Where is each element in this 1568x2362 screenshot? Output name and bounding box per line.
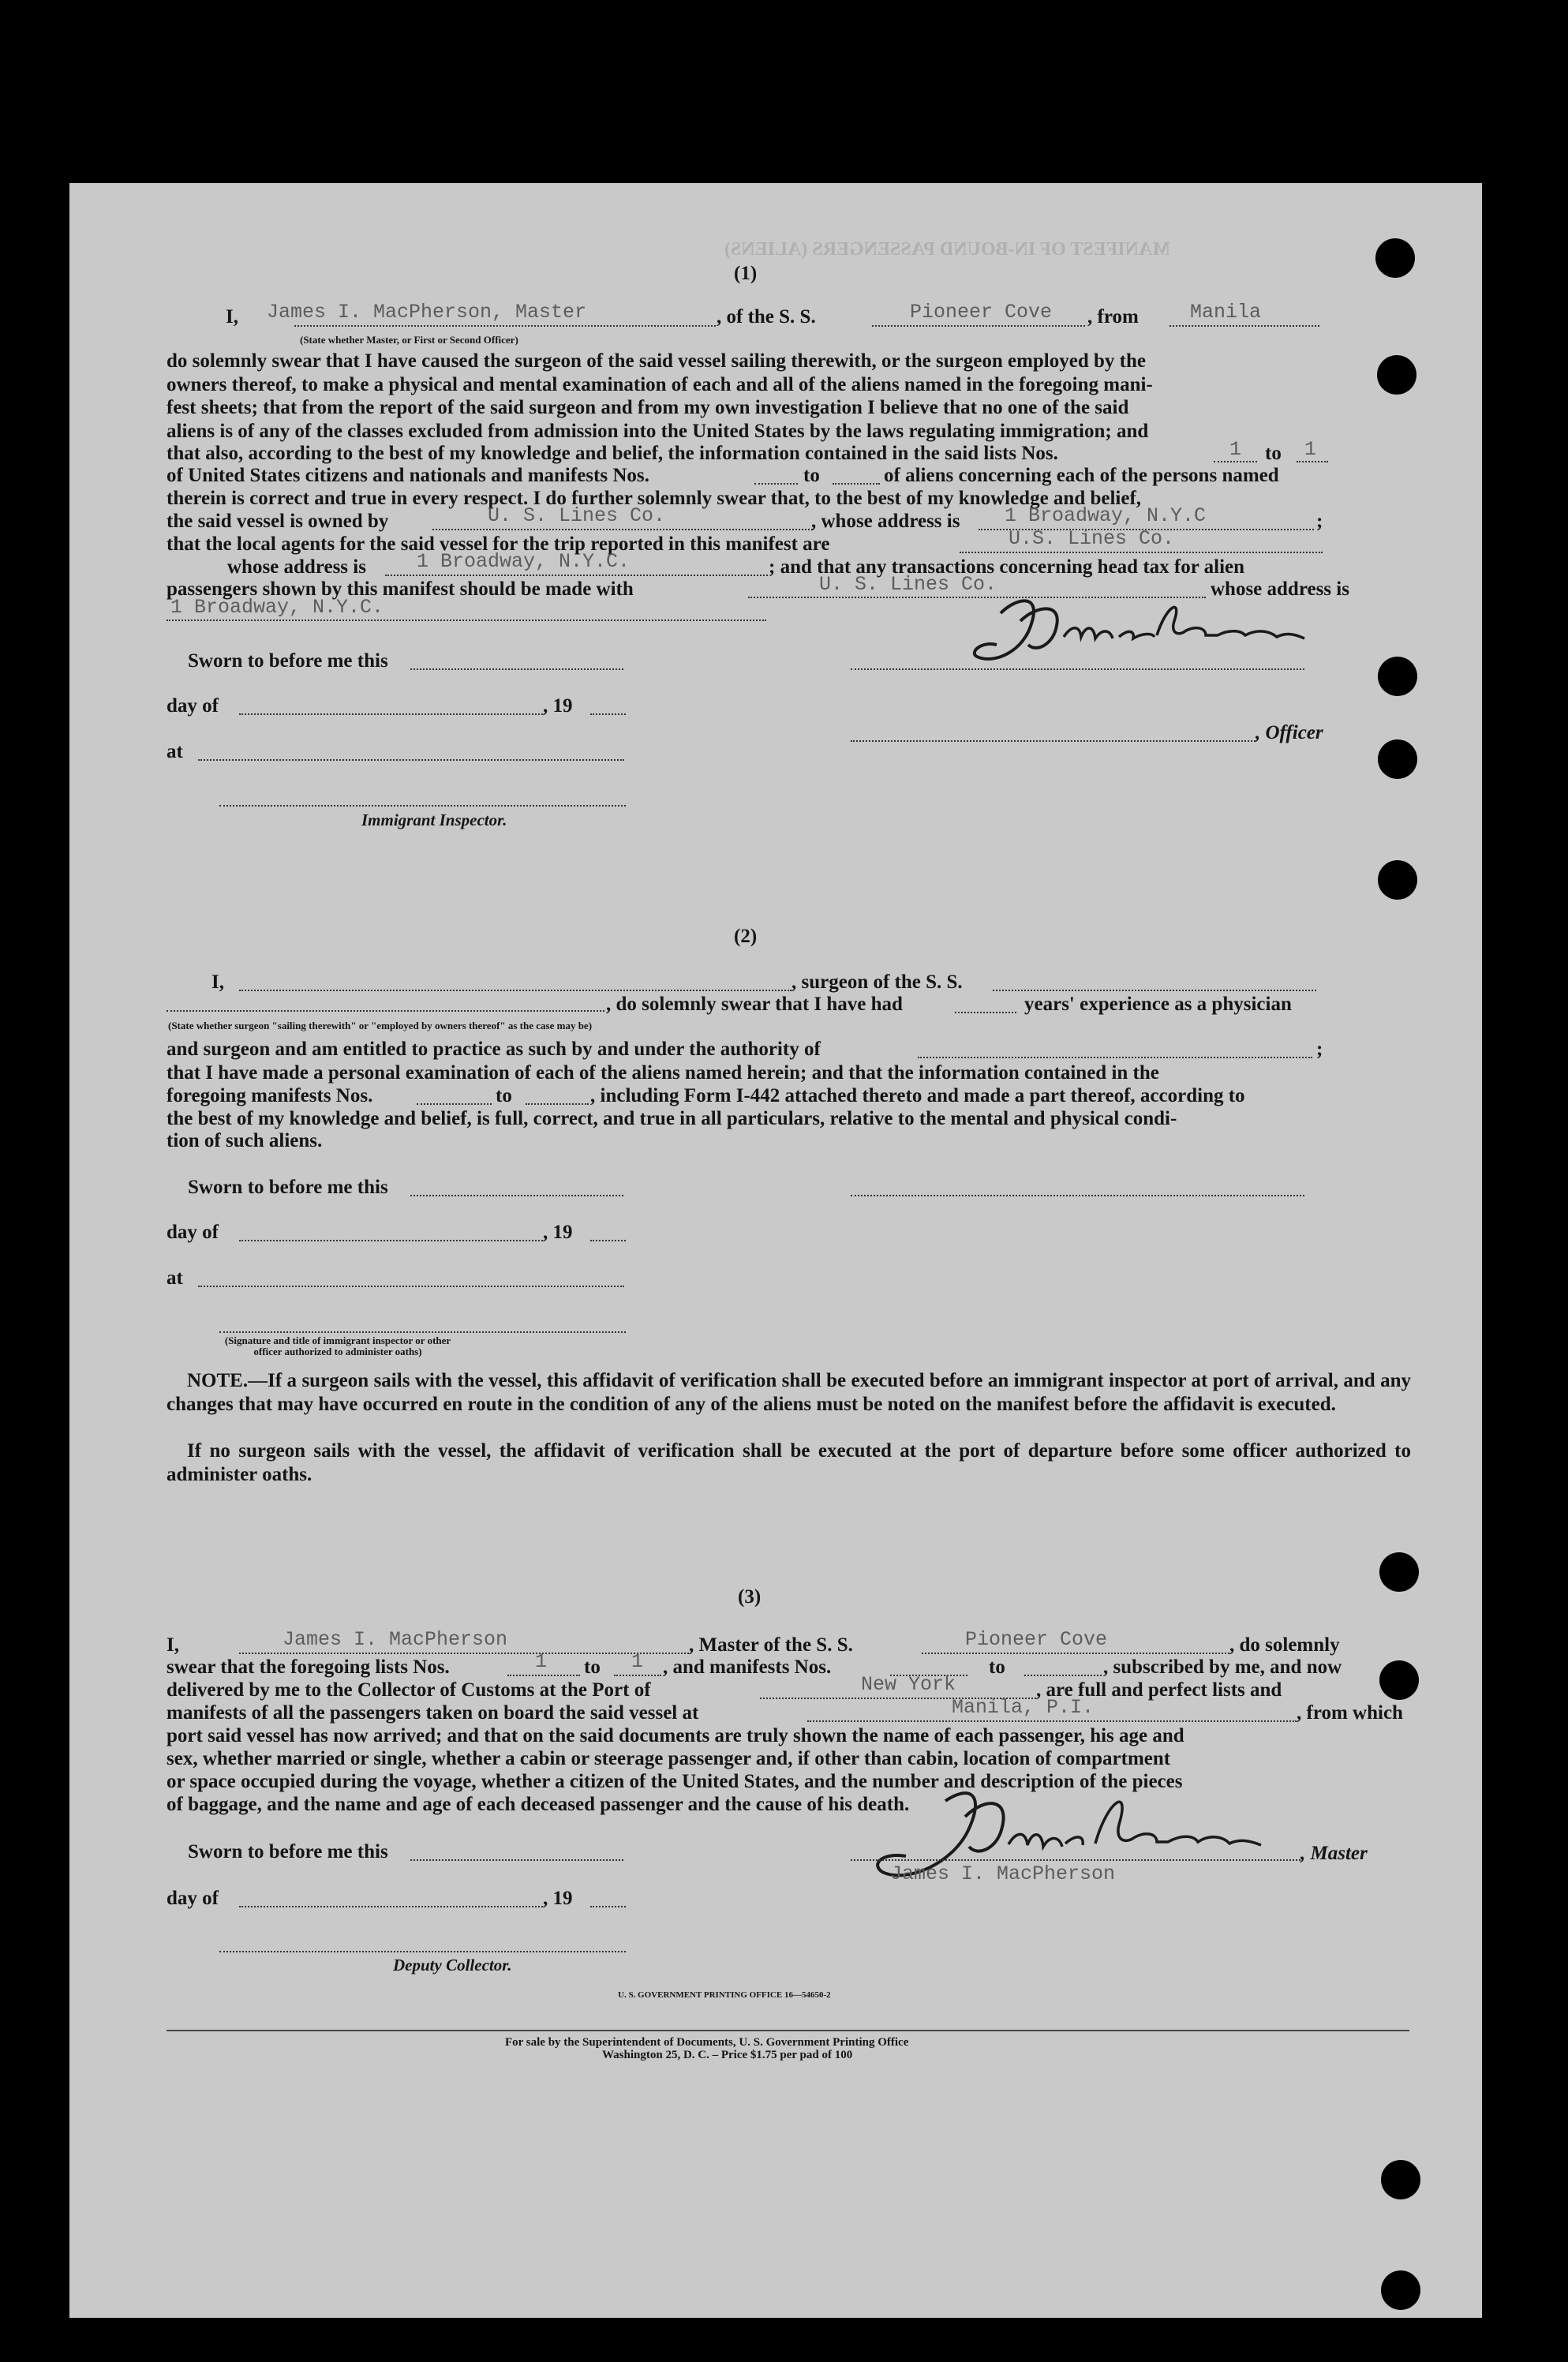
label: swear that the foregoing lists Nos. bbox=[167, 1656, 450, 1678]
label: , do solemnly bbox=[1229, 1634, 1340, 1656]
port-from: Manila bbox=[1190, 301, 1262, 324]
at-line bbox=[198, 1286, 624, 1287]
body-line: the best of my knowledge and belief, is full, correct, and true in all particulars, relative to the mental and physical condi- bbox=[167, 1108, 1177, 1129]
day-line bbox=[239, 1240, 543, 1241]
list-from: 1 bbox=[1229, 438, 1242, 461]
body-line: tion of such aliens. bbox=[167, 1130, 323, 1151]
list-from-line bbox=[1214, 461, 1257, 462]
label: , surgeon of the S. S. bbox=[791, 971, 963, 993]
label: , 19 bbox=[543, 695, 573, 717]
label: years' experience as a physician bbox=[1024, 994, 1292, 1015]
state-note: (State whether Master, or First or Second Officer) bbox=[300, 334, 518, 346]
label: , 19 bbox=[543, 1222, 573, 1243]
label: , of the S. S. bbox=[717, 306, 816, 328]
list-to-line bbox=[614, 1675, 661, 1676]
agents-line bbox=[960, 552, 1323, 553]
port-of: New York bbox=[861, 1673, 956, 1696]
punch-hole bbox=[1377, 355, 1416, 395]
list-to: 1 bbox=[631, 1650, 644, 1673]
list-to: 1 bbox=[1304, 438, 1317, 461]
body-line: and surgeon and am entitled to practice as such by and under the authority of bbox=[167, 1039, 821, 1060]
label: day of bbox=[167, 1888, 219, 1909]
label: at bbox=[167, 741, 183, 762]
manifest-to-line bbox=[526, 1103, 589, 1105]
punch-hole bbox=[1379, 1660, 1419, 1700]
master-name: James I. MacPherson, Master bbox=[267, 301, 587, 324]
label: whose address is bbox=[1211, 578, 1349, 600]
punch-hole bbox=[1379, 1552, 1419, 1592]
punch-hole bbox=[1378, 739, 1417, 779]
footer-2: Washington 25, D. C. – Price $1.75 per pad of 100 bbox=[602, 2049, 853, 2061]
body-line: of baggage, and the name and age of each deceased passenger and the cause of his death. bbox=[167, 1794, 910, 1815]
body-line: sex, whether married or single, whether a cabin or steerage passenger and, if other than cabin, location of compartment bbox=[167, 1748, 1171, 1769]
body-line: do solemnly swear that I have caused the surgeon of the said vessel sailing therewith, or the surgeon employed by the bbox=[167, 350, 1146, 372]
label: day of bbox=[167, 695, 219, 717]
body-line: that also, according to the best of my knowledge and belief, the information contained in the said lists Nos. bbox=[167, 443, 1058, 464]
body-line: that the local agents for the said vessel for the trip reported in this manifest are bbox=[167, 533, 830, 555]
label: Sworn to before me this bbox=[188, 650, 388, 672]
agents: U.S. Lines Co. bbox=[1009, 527, 1175, 550]
label: , 19 bbox=[543, 1888, 573, 1909]
section-number: (3) bbox=[738, 1586, 762, 1608]
master-signature-line bbox=[851, 1859, 1300, 1861]
master-line bbox=[239, 1653, 689, 1654]
label: delivered by me to the Collector of Customs at the Port of bbox=[167, 1679, 651, 1701]
label: to bbox=[584, 1656, 601, 1678]
owner-address: 1 Broadway, N.Y.C bbox=[1005, 504, 1207, 527]
surgeon-name-line bbox=[239, 990, 791, 991]
surgeon-signature-line bbox=[851, 1195, 1304, 1196]
label: to bbox=[496, 1085, 512, 1106]
state-note: (State whether surgeon "sailing therewith" or "employed by owners thereof" as the case may be) bbox=[168, 1020, 593, 1031]
body-line: foregoing manifests Nos. bbox=[167, 1085, 373, 1106]
from-line bbox=[1169, 325, 1319, 327]
label: I, bbox=[211, 971, 224, 993]
label: , are full and perfect lists and bbox=[1036, 1679, 1282, 1701]
label: ; bbox=[1316, 511, 1323, 532]
surgeon-status-line bbox=[167, 1010, 604, 1012]
head-tax-address: 1 Broadway, N.Y.C. bbox=[170, 596, 384, 619]
footer-1: For sale by the Superintendent of Documents, U. S. Government Printing Office bbox=[505, 2036, 909, 2049]
label: to bbox=[1265, 443, 1282, 464]
punch-hole bbox=[1378, 860, 1417, 900]
body-line: of United States citizens and nationals and manifests Nos. bbox=[167, 465, 649, 486]
master-name: James I. MacPherson bbox=[283, 1628, 508, 1651]
body-line: owners thereof, to make a physical and mental examination of each and all of the aliens named in the foregoing mani- bbox=[167, 374, 1153, 395]
label: ; and that any transactions concerning head tax for alien bbox=[769, 556, 1245, 578]
section-number: (2) bbox=[734, 926, 758, 947]
vessel-line bbox=[922, 1653, 1229, 1654]
body-line: therein is correct and true in every respect. I do further solemnly swear that, to the best of my knowledge and belief, bbox=[167, 488, 1142, 509]
inspector-line bbox=[219, 1331, 626, 1333]
label: , including Form I-442 attached thereto and made a part thereof, according to bbox=[590, 1085, 1245, 1106]
sworn-line bbox=[410, 1859, 623, 1861]
label: to bbox=[803, 465, 820, 486]
label: , subscribed by me, and now bbox=[1103, 1656, 1342, 1678]
label: , from which bbox=[1297, 1702, 1403, 1724]
note-text: —If a surgeon sails with the vessel, this affidavit of verification shall be executed before an immigrant inspector at port of arrival, and any changes that may have occurred en route in the condition of any of the aliens must be noted on the manifest before the affidavit is executed. bbox=[167, 1370, 1411, 1415]
label: manifests of all the passengers taken on board the said vessel at bbox=[167, 1702, 699, 1724]
punch-hole bbox=[1381, 2160, 1420, 2199]
inspector-label: Immigrant Inspector. bbox=[361, 810, 507, 829]
body-line: that I have made a personal examination of each of the aliens named herein; and that the information contained in the bbox=[167, 1062, 1159, 1084]
day-line bbox=[239, 1906, 543, 1907]
body-line: fest sheets; that from the report of the said surgeon and from my own investigation I believe that no one of the said bbox=[167, 397, 1129, 418]
master-signature bbox=[945, 590, 1316, 676]
sworn-line bbox=[410, 668, 623, 670]
day-line bbox=[239, 713, 543, 715]
body-line: whose address is bbox=[227, 556, 366, 578]
sig-note: (Signature and title of immigrant inspector or other officer authorized to administer oaths) bbox=[224, 1334, 451, 1357]
gpo-line: U. S. GOVERNMENT PRINTING OFFICE 16—54650-2 bbox=[618, 1990, 831, 2000]
typed-name: James I. MacPherson bbox=[890, 1862, 1116, 1885]
label: ; bbox=[1316, 1039, 1323, 1060]
label: I, bbox=[226, 306, 238, 328]
body-line: the said vessel is owned by bbox=[167, 511, 389, 532]
head-tax-agent: U. S. Lines Co. bbox=[819, 573, 997, 596]
body-line: port said vessel has now arrived; and that on the said documents are truly shown the name of each passenger, his age and bbox=[167, 1725, 1184, 1746]
label: Sworn to before me this bbox=[188, 1177, 388, 1198]
manifest-to-line bbox=[1024, 1675, 1102, 1676]
faint-header: MANIFEST OF IN-BOUND PASSENGERS (ALIENS) bbox=[724, 239, 1170, 260]
agent-address: 1 Broadway, N.Y.C. bbox=[417, 550, 631, 573]
list-from: 1 bbox=[535, 1650, 548, 1673]
label: of aliens concerning each of the persons named bbox=[884, 465, 1279, 486]
master-label: , Master bbox=[1300, 1843, 1368, 1864]
year-line bbox=[590, 1240, 626, 1241]
year-line bbox=[590, 713, 626, 715]
punch-hole bbox=[1378, 657, 1417, 696]
label: I, bbox=[167, 1634, 179, 1656]
note bbox=[167, 1369, 1411, 1416]
vessel-name: Pioneer Cove bbox=[910, 301, 1053, 324]
owner-line bbox=[432, 529, 813, 530]
label: to bbox=[989, 1656, 1005, 1678]
head-tax-address-line bbox=[167, 620, 766, 621]
port-at: Manila, P.I. bbox=[952, 1696, 1095, 1719]
label: , whose address is bbox=[811, 511, 960, 532]
officer-label: , Officer bbox=[1256, 722, 1323, 743]
body-line: or space occupied during the voyage, whether a citizen of the United States, and the number and description of the pieces bbox=[167, 1771, 1183, 1792]
document-page bbox=[69, 183, 1482, 2318]
authority-line bbox=[918, 1057, 1312, 1058]
footer-rule bbox=[167, 2030, 1409, 2031]
port-at-line bbox=[807, 1720, 1297, 1722]
label: , from bbox=[1087, 306, 1139, 328]
punch-hole bbox=[1375, 238, 1415, 278]
officer-line-2 bbox=[851, 740, 1256, 742]
vessel-name: Pioneer Cove bbox=[965, 1628, 1108, 1651]
note-2 bbox=[167, 1439, 1411, 1486]
list-from-line bbox=[507, 1675, 580, 1676]
note-label: NOTE. bbox=[187, 1370, 249, 1391]
label: , and manifests Nos. bbox=[663, 1656, 832, 1678]
sworn-line bbox=[410, 1195, 623, 1196]
body-line: aliens is of any of the classes excluded from admission into the United States by the laws regulating immigration; and bbox=[167, 421, 1149, 442]
year-line bbox=[590, 1906, 626, 1907]
agent-address-line bbox=[385, 575, 768, 576]
manifest-from-line bbox=[417, 1103, 492, 1105]
label: , Master of the S. S. bbox=[689, 1634, 853, 1656]
inspector-line bbox=[219, 805, 626, 807]
label: day of bbox=[167, 1222, 219, 1243]
deputy-line bbox=[219, 1951, 626, 1952]
label: Sworn to before me this bbox=[188, 1841, 388, 1862]
master-line bbox=[294, 325, 716, 327]
at-line bbox=[198, 759, 624, 761]
list-to-line bbox=[1297, 461, 1328, 462]
owner: U. S. Lines Co. bbox=[488, 504, 666, 527]
punch-hole bbox=[1381, 2270, 1420, 2310]
manifest-from-line bbox=[754, 483, 798, 485]
label: , do solemnly swear that I have had bbox=[606, 994, 903, 1015]
body-line: passengers shown by this manifest should be made with bbox=[167, 578, 634, 600]
label: at bbox=[167, 1267, 183, 1289]
officer-line-1 bbox=[851, 668, 1304, 670]
surgeon-vessel-line bbox=[993, 990, 1316, 991]
deputy-label: Deputy Collector. bbox=[393, 1956, 512, 1975]
section-number: (1) bbox=[734, 263, 758, 284]
vessel-line bbox=[872, 325, 1085, 327]
manifest-to-line bbox=[833, 483, 880, 485]
note-2-text: If no surgeon sails with the vessel, the affidavit of verification shall be executed at the port of departure before some officer authorized to administer oaths. bbox=[167, 1440, 1411, 1485]
years-line bbox=[955, 1012, 1016, 1013]
